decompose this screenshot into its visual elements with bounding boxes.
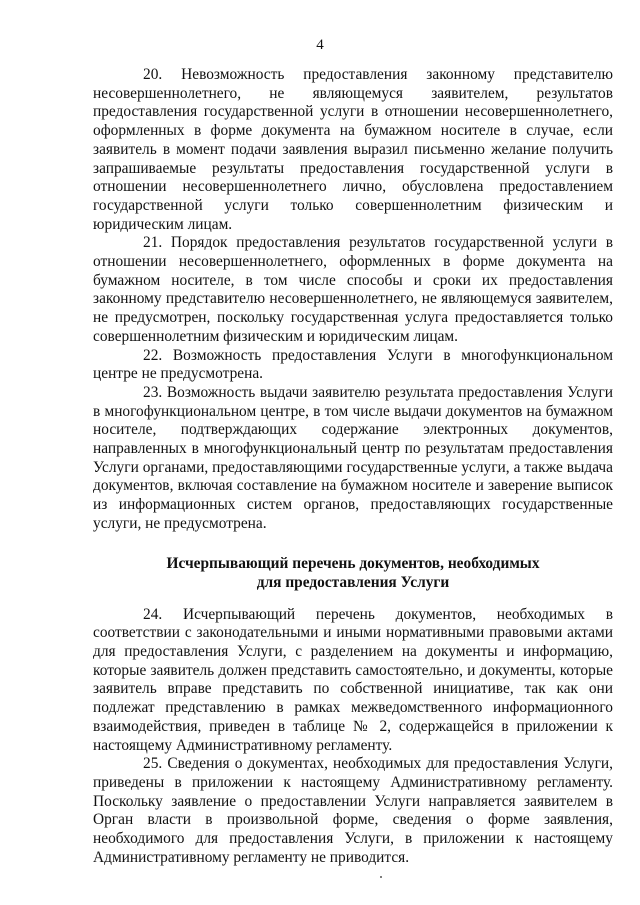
section-heading-line-1: Исчерпывающий перечень документов, необходимых bbox=[166, 554, 540, 572]
document-body bbox=[93, 66, 613, 867]
section-heading-line-2: для предоставления Услуги bbox=[256, 573, 450, 591]
section-heading bbox=[93, 554, 613, 592]
paragraph-22: 22. Возможность предоставления Услуги в многофункциональном центре не предусмотрена. bbox=[93, 346, 613, 383]
paragraph-20: 20. Невозможность предоставления законному представителю несовершеннолетнего, не являющемуся заявителем, результатов предоставления государственной услуги в отношении несовершеннолетнего, оформленных в форме документа на бумажном носителе в случае, если заявитель в момент подачи заявления выразил письменно желание получить запрашиваемые результаты предоставления государственной услуги в отношении несовершеннолетнего лично, обусловлена предоставлением государственной услуги только совершеннолетним физическим и юридическим лицам. bbox=[93, 66, 613, 233]
paragraph-25: 25. Сведения о документах, необходимых для предоставления Услуги, приведены в приложении к настоящему Административному регламенту. Поскольку заявление о предоставлении Услуги направляется заявителем в Орган власти в произвольной форме, сведения о форме заявления, необходимого для предоставления Услуги, в приложении к настоящему Административному регламенту не приводится. bbox=[93, 755, 613, 866]
page-number: 4 bbox=[316, 37, 324, 53]
scan-dot-mark bbox=[380, 876, 382, 878]
paragraph-23: 23. Возможность выдачи заявителю результата предоставления Услуги в многофункциональном центре, в том числе выдачи документов на бумажном носителе, подтверждающих содержание электронных документов, направленных в многофункциональный центр по результатам предоставления Услуги органами, предоставляющими государственные услуги, а также выдача документов, включая составление на бумажном носителе и заверение выписок из информационных систем органов, предоставляющих государственные услуги, не предусмотрена. bbox=[93, 383, 613, 532]
paragraph-21: 21. Порядок предоставления результатов государственной услуги в отношении несовершеннолетнего, оформленных в форме документа на бумажном носителе, в том числе способы и сроки их предоставления законному представителю несовершеннолетнего, не являющемуся заявителем, не предусмотрен, поскольку государственная услуга предоставляется только совершеннолетним физическим и юридическим лицам. bbox=[93, 234, 613, 345]
paragraph-24: 24. Исчерпывающий перечень документов, необходимых в соответствии с законодательными и иными нормативными правовыми актами для предоставления Услуги, с разделением на документы и информацию, которые заявитель должен представить самостоятельно, и документы, которые заявитель вправе представить по собственной инициативе, так как они подлежат представлению в рамках межведомственного информационного взаимодействия, приведен в таблице № 2, содержащейся в приложении к настоящему Административному регламенту. bbox=[93, 605, 613, 754]
